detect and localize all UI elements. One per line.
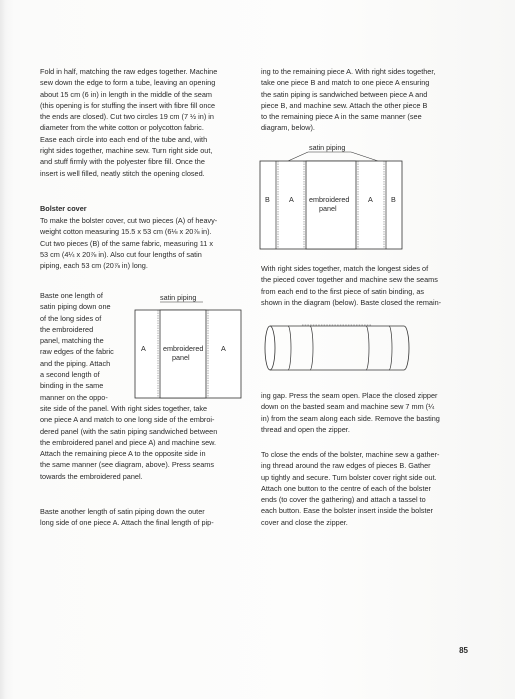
right-paragraph-3 [261, 390, 473, 435]
text-line: each button. Ease the bolster insert inside the bolster [261, 506, 433, 516]
piece-b-left-label: B [265, 195, 270, 204]
text-line: shown in the diagram (below). Baste closed the remain- [261, 297, 442, 307]
text-line: manner on the oppo- [40, 392, 108, 402]
text-line: diagram, below). [261, 123, 315, 133]
text-line: To make the bolster cover, cut two pieces (A) of heavy- [40, 216, 218, 225]
text-line: ing thread around the raw edges of pieces B. Gather [261, 461, 431, 471]
left-paragraph-1 [40, 66, 272, 179]
text-line: take one piece B and match to one piece A ensuring [261, 78, 430, 88]
piece-a-right-label: A [368, 195, 373, 204]
text-line: 53 cm (4¼ x 20⅞ in). Also cut four lengths of satin [40, 249, 202, 259]
tube-right-end [404, 326, 409, 370]
text-line: To close the ends of the bolster, machine sew a gather- [261, 450, 440, 459]
text-line: towards the embroidered panel. [40, 471, 143, 481]
text-line: Attach one button to the centre of each of the bolster [261, 483, 431, 493]
text-line: the embroidered [40, 324, 94, 334]
text-line: piping, each 53 cm (20⅞ in) long. [40, 261, 148, 271]
text-line: thread and open the zipper. [261, 424, 350, 434]
text-line: site side of the panel. With right sides together, take [40, 404, 208, 413]
text-line: piece B, and machine sew. Attach the other piece B [261, 100, 428, 110]
text-line: and the piping. Attach [40, 358, 111, 368]
text-line: long side of one piece A. Attach the final length of pip- [40, 518, 214, 528]
piece-a-left-label: A [141, 344, 146, 353]
text-line: the same manner (see diagram, above). Press seams [40, 460, 214, 470]
diagram2-piping-label [288, 143, 378, 161]
piping-label-text: satin piping [309, 143, 346, 152]
panel-label-line-1: embroidered [163, 344, 204, 353]
text-line: Baste one length of [40, 291, 103, 300]
text-line: cover and close the zipper. [261, 517, 348, 527]
text-line: binding in the same [40, 381, 104, 391]
text-line: Fold in half, matching the raw edges together. Machine [40, 67, 218, 76]
text-line: from each end to the first piece of satin binding, as [261, 286, 425, 296]
text-line: the embroidered panel and piece A) and machine sew. [40, 437, 217, 447]
text-line: the ends are closed). Cut two circles 19 cm (7 ½ in) in [40, 112, 214, 122]
text-line: Cut two pieces (B) of the same fabric, measuring 11 x [40, 238, 214, 248]
text-line: raw edges of the fabric [40, 347, 114, 357]
text-line: ends (to cover the gathering) and attach a tassel to [261, 495, 426, 505]
text-line: diameter from the white cotton or polycotton fabric. [40, 123, 204, 133]
text-line: the satin piping is sandwiched between piece A and [261, 89, 428, 99]
diagram-full-cover [258, 141, 408, 258]
right-paragraph-4 [261, 449, 473, 528]
text-line: one piece A and match to one long side of the embroi- [40, 415, 215, 425]
right-paragraph-2 [261, 263, 473, 308]
text-line: about 15 cm (6 in) in length in the middle of the seam [40, 89, 212, 99]
text-line: Baste another length of satin piping down the outer [40, 507, 205, 516]
text-line: up tightly and secure. Turn bolster cover right side out. [261, 472, 437, 482]
text-line: the pieced cover together and machine sew the seams [261, 275, 438, 285]
text-line: and stuff firmly with the polyester fibre fill. Once the [40, 157, 205, 167]
text-line: a second length of [40, 370, 100, 380]
text-line: sew down the edge to form a tube, leaving an opening [40, 78, 216, 88]
text-line: satin piping down one [40, 302, 111, 312]
text-line: ing to the remaining piece A. With right sides together, [261, 67, 436, 76]
text-line: Ease each circle into each end of the tube and, with [40, 134, 208, 144]
panel-label-line-2: panel [172, 353, 190, 362]
text-line: (this opening is for stuffing the insert with fibre fill once [40, 100, 216, 110]
text-line: in) from the seam along each side. Remove the basting [261, 413, 440, 423]
text-line: insert is well filled, neatly stitch the opening closed. [40, 168, 205, 178]
right-paragraph-1 [261, 66, 473, 134]
text-line: right sides together, machine sew. Turn right side out, [40, 146, 213, 156]
panel-label-line-2: panel [319, 204, 337, 213]
panel-label-line-1: embroidered [309, 195, 350, 204]
tube-left-end [265, 326, 275, 370]
text-line: to the remaining piece A in the same manner (see [261, 112, 422, 122]
diagram-sewn-tube [262, 318, 412, 383]
section-heading: Bolster cover [40, 204, 87, 213]
piping-label-text: satin piping [160, 293, 197, 302]
text-line: With right sides together, match the longest sides of [261, 264, 429, 273]
text-line: Attach the remaining piece A to the opposite side in [40, 449, 206, 459]
left-paragraph-3-full [40, 403, 272, 482]
piece-a-right-label: A [221, 344, 226, 353]
text-line: weight cotton measuring 15.5 x 53 cm (6⅛ x 20⅞ in). [40, 227, 212, 237]
piece-b-right-label: B [391, 195, 396, 204]
text-line: dered panel (with the satin piping sandwiched between [40, 426, 218, 436]
text-line: of the long sides of [40, 313, 102, 323]
text-line: panel, matching the [40, 336, 104, 346]
text-line: down on the basted seam and machine sew 7 mm (¼ [261, 402, 435, 412]
diagram1-piping-label [160, 293, 203, 302]
page-number: 85 [459, 646, 468, 655]
diagram-panel-with-piece-a [130, 290, 245, 407]
left-paragraph-4 [40, 506, 272, 529]
left-paragraph-2 [40, 215, 272, 271]
piece-a-left-label: A [289, 195, 294, 204]
text-line: ing gap. Press the seam open. Place the closed zipper [261, 391, 438, 400]
